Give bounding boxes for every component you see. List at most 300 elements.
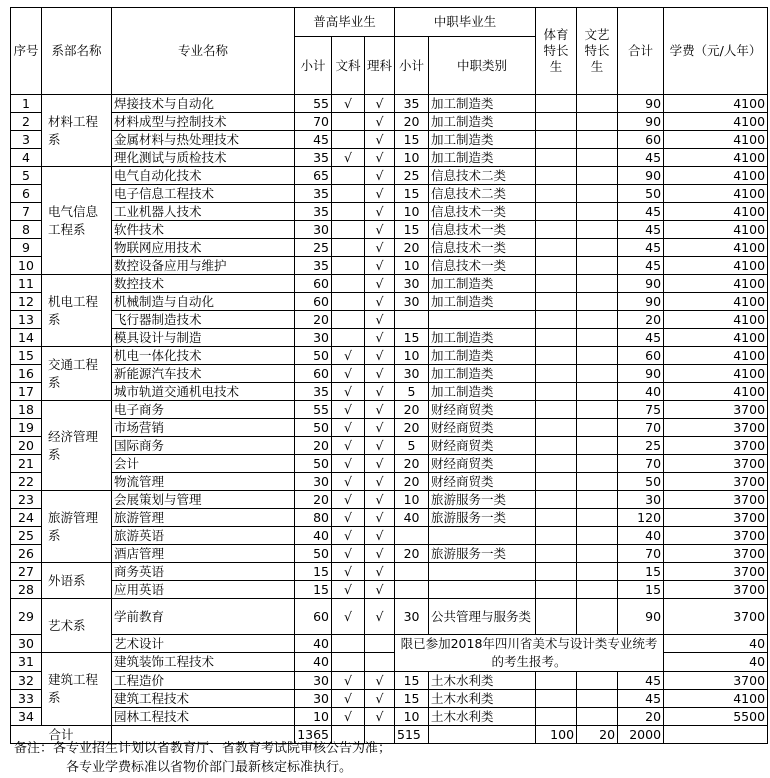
arts-cell (577, 221, 618, 239)
voc-subtotal-cell: 30 (395, 599, 429, 635)
table-row (11, 635, 768, 653)
sports-cell (536, 293, 577, 311)
dept-cell: 机电工程系 (42, 275, 112, 347)
footnote-line-2: 各专业学费标准以省物价部门最新核定标准执行。 (66, 760, 353, 775)
footnote (14, 739, 391, 777)
table-row (11, 690, 768, 708)
total-cell: 90 (618, 95, 664, 113)
major-cell: 建筑装饰工程技术 (112, 653, 295, 672)
sports-cell (536, 672, 577, 690)
fee-cell: 4100 (664, 131, 768, 149)
header-general: 普高毕业生 (295, 8, 395, 37)
header-vocational: 中职毕业生 (395, 8, 536, 37)
total-cell: 50 (618, 185, 664, 203)
header-total: 合计 (618, 8, 664, 95)
sports-cell (536, 419, 577, 437)
seq-cell: 19 (11, 419, 42, 437)
major-cell: 模具设计与制造 (112, 329, 295, 347)
arts-cell (577, 419, 618, 437)
arts-cell (577, 203, 618, 221)
table-row (11, 275, 768, 293)
voc-subtotal-cell: 15 (395, 329, 429, 347)
voc-subtotal-cell: 10 (395, 257, 429, 275)
general-subtotal-cell: 25 (295, 239, 332, 257)
arts-cell (577, 365, 618, 383)
fee-cell: 3700 (664, 672, 768, 690)
science-check-cell: √ (365, 708, 395, 726)
table-row (11, 563, 768, 581)
table-row (11, 383, 768, 401)
major-cell: 理化测试与质检技术 (112, 149, 295, 167)
science-check-cell: √ (365, 690, 395, 708)
total-cell: 45 (618, 690, 664, 708)
sports-cell (536, 455, 577, 473)
science-check-cell: √ (365, 131, 395, 149)
header-general-subtotal: 小计 (295, 37, 332, 95)
general-subtotal-cell: 35 (295, 185, 332, 203)
liberal-check-cell (332, 221, 365, 239)
fee-cell: 4100 (664, 347, 768, 365)
general-subtotal-cell: 35 (295, 149, 332, 167)
major-cell: 电气自动化技术 (112, 167, 295, 185)
seq-cell: 10 (11, 257, 42, 275)
liberal-check-cell (332, 185, 365, 203)
voc-subtotal-cell (395, 527, 429, 545)
totals-general: 1365 (295, 726, 332, 744)
major-cell: 应用英语 (112, 581, 295, 599)
voc-type-cell: 信息技术二类 (429, 167, 536, 185)
voc-subtotal-cell: 10 (395, 708, 429, 726)
science-check-cell: √ (365, 545, 395, 563)
table-row (11, 167, 768, 185)
voc-subtotal-cell: 30 (395, 365, 429, 383)
science-check-cell: √ (365, 203, 395, 221)
table-row (11, 455, 768, 473)
major-cell: 新能源汽车技术 (112, 365, 295, 383)
total-cell: 45 (618, 257, 664, 275)
dept-cell: 建筑工程系 (42, 653, 112, 726)
total-cell: 45 (618, 149, 664, 167)
science-check-cell: √ (365, 329, 395, 347)
general-subtotal-cell: 80 (295, 509, 332, 527)
liberal-check-cell (332, 257, 365, 275)
voc-type-cell: 信息技术二类 (429, 185, 536, 203)
arts-cell (577, 545, 618, 563)
table-row (11, 329, 768, 347)
voc-type-cell: 加工制造类 (429, 95, 536, 113)
seq-cell: 7 (11, 203, 42, 221)
voc-type-cell: 信息技术一类 (429, 239, 536, 257)
voc-subtotal-cell (395, 311, 429, 329)
major-cell: 数控设备应用与维护 (112, 257, 295, 275)
table-row (11, 311, 768, 329)
sports-cell (536, 347, 577, 365)
dept-cell: 外语系 (42, 563, 112, 599)
liberal-check-cell (332, 635, 365, 653)
sports-cell (536, 257, 577, 275)
dept-cell: 电气信息工程系 (42, 167, 112, 275)
general-subtotal-cell: 60 (295, 293, 332, 311)
liberal-check-cell: √ (332, 419, 365, 437)
total-cell: 90 (618, 365, 664, 383)
arts-cell (577, 113, 618, 131)
science-check-cell: √ (365, 455, 395, 473)
fee-cell: 4100 (664, 690, 768, 708)
sports-cell (536, 275, 577, 293)
science-check-cell: √ (365, 167, 395, 185)
voc-type-cell: 财经商贸类 (429, 401, 536, 419)
general-subtotal-cell: 10 (295, 708, 332, 726)
general-subtotal-cell: 15 (295, 563, 332, 581)
seq-cell: 24 (11, 509, 42, 527)
fee-cell: 4100 (664, 149, 768, 167)
liberal-check-cell: √ (332, 437, 365, 455)
general-subtotal-cell: 40 (295, 527, 332, 545)
voc-type-cell: 加工制造类 (429, 113, 536, 131)
total-cell: 70 (618, 545, 664, 563)
science-check-cell: √ (365, 293, 395, 311)
voc-subtotal-cell: 20 (395, 473, 429, 491)
liberal-check-cell: √ (332, 491, 365, 509)
voc-subtotal-cell: 15 (395, 690, 429, 708)
total-cell: 40 (618, 527, 664, 545)
enrollment-plan-table (10, 7, 768, 744)
total-cell: 45 (618, 203, 664, 221)
voc-type-cell: 加工制造类 (429, 149, 536, 167)
liberal-check-cell (332, 203, 365, 221)
total-cell: 60 (618, 131, 664, 149)
header-science: 理科 (365, 37, 395, 95)
footnote-line-1: 备注：各专业招生计划以省教育厅、省教育考试院审核公告为准； (14, 741, 392, 756)
header-major: 专业名称 (112, 8, 295, 95)
liberal-check-cell: √ (332, 365, 365, 383)
voc-type-cell (429, 581, 536, 599)
voc-subtotal-cell (395, 581, 429, 599)
arts-cell (577, 185, 618, 203)
liberal-check-cell (332, 293, 365, 311)
totals-fee-blank (664, 726, 768, 744)
major-cell: 旅游英语 (112, 527, 295, 545)
liberal-check-cell: √ (332, 563, 365, 581)
arts-cell (577, 275, 618, 293)
seq-cell: 22 (11, 473, 42, 491)
total-cell: 60 (618, 347, 664, 365)
table-row (11, 365, 768, 383)
major-cell: 电子信息工程技术 (112, 185, 295, 203)
fee-cell: 3700 (664, 455, 768, 473)
sports-cell (536, 185, 577, 203)
total-cell: 90 (618, 599, 664, 635)
voc-type-cell: 财经商贸类 (429, 437, 536, 455)
liberal-check-cell: √ (332, 401, 365, 419)
fee-cell: 4100 (664, 293, 768, 311)
fee-cell: 4100 (664, 95, 768, 113)
arts-cell (577, 527, 618, 545)
liberal-check-cell: √ (332, 455, 365, 473)
major-cell: 酒店管理 (112, 545, 295, 563)
general-subtotal-cell: 60 (295, 365, 332, 383)
fee-cell: 3700 (664, 473, 768, 491)
liberal-check-cell (332, 329, 365, 347)
arts-cell (577, 473, 618, 491)
science-check-cell: √ (365, 95, 395, 113)
science-check-cell: √ (365, 185, 395, 203)
sports-cell (536, 311, 577, 329)
voc-subtotal-cell: 20 (395, 113, 429, 131)
voc-type-cell: 加工制造类 (429, 275, 536, 293)
liberal-check-cell: √ (332, 672, 365, 690)
fee-cell: 4100 (664, 203, 768, 221)
total-cell: 90 (618, 275, 664, 293)
general-subtotal-cell: 30 (295, 672, 332, 690)
table-row (11, 599, 768, 635)
total-cell: 45 (618, 239, 664, 257)
table-row (11, 509, 768, 527)
science-check-cell: √ (365, 563, 395, 581)
arts-cell (577, 239, 618, 257)
voc-type-cell: 加工制造类 (429, 383, 536, 401)
dept-cell: 艺术系 (42, 599, 112, 653)
science-check-cell: √ (365, 599, 395, 635)
voc-type-cell: 加工制造类 (429, 293, 536, 311)
seq-cell: 14 (11, 329, 42, 347)
voc-type-cell: 加工制造类 (429, 131, 536, 149)
fee-cell: 4100 (664, 257, 768, 275)
science-check-cell: √ (365, 383, 395, 401)
table-row (11, 401, 768, 419)
dept-cell: 旅游管理系 (42, 491, 112, 563)
seq-cell: 34 (11, 708, 42, 726)
general-subtotal-cell: 40 (295, 653, 332, 672)
voc-subtotal-cell: 40 (395, 509, 429, 527)
fee-cell: 3700 (664, 437, 768, 455)
arts-cell (577, 383, 618, 401)
totals-total: 2000 (618, 726, 664, 744)
seq-cell: 26 (11, 545, 42, 563)
general-subtotal-cell: 50 (295, 419, 332, 437)
header-liberal: 文科 (332, 37, 365, 95)
arts-cell (577, 672, 618, 690)
major-cell: 工程造价 (112, 672, 295, 690)
voc-subtotal-cell: 35 (395, 95, 429, 113)
voc-subtotal-cell: 20 (395, 239, 429, 257)
fee-cell: 3700 (664, 509, 768, 527)
header-dept: 系部名称 (42, 8, 112, 95)
arts-cell (577, 491, 618, 509)
major-cell: 电子商务 (112, 401, 295, 419)
science-check-cell: √ (365, 221, 395, 239)
arts-cell (577, 167, 618, 185)
arts-cell (577, 131, 618, 149)
liberal-check-cell: √ (332, 545, 365, 563)
fee-cell: 4100 (664, 329, 768, 347)
total-cell: 25 (618, 437, 664, 455)
seq-cell: 32 (11, 672, 42, 690)
voc-subtotal-cell: 15 (395, 672, 429, 690)
sports-cell (536, 527, 577, 545)
science-check-cell: √ (365, 275, 395, 293)
totals-voc-type-blank (429, 726, 536, 744)
voc-subtotal-cell: 20 (395, 545, 429, 563)
voc-type-cell: 公共管理与服务类 (429, 599, 536, 635)
arts-cell (577, 455, 618, 473)
table-row (11, 185, 768, 203)
liberal-check-cell (332, 239, 365, 257)
total-cell: 45 (618, 672, 664, 690)
table-row (11, 491, 768, 509)
arts-cell (577, 581, 618, 599)
voc-type-cell: 财经商贸类 (429, 419, 536, 437)
science-check-cell: √ (365, 527, 395, 545)
seq-cell: 30 (11, 635, 42, 653)
total-cell: 70 (618, 455, 664, 473)
table-body (11, 95, 768, 744)
liberal-check-cell (332, 653, 365, 672)
table-row (11, 672, 768, 690)
total-cell: 120 (618, 509, 664, 527)
liberal-check-cell: √ (332, 509, 365, 527)
general-subtotal-cell: 20 (295, 437, 332, 455)
sports-cell (536, 365, 577, 383)
seq-cell: 20 (11, 437, 42, 455)
major-cell: 园林工程技术 (112, 708, 295, 726)
voc-subtotal-cell (395, 563, 429, 581)
seq-cell: 9 (11, 239, 42, 257)
voc-type-cell: 加工制造类 (429, 347, 536, 365)
major-cell: 数控技术 (112, 275, 295, 293)
table-row (11, 293, 768, 311)
seq-cell: 23 (11, 491, 42, 509)
general-subtotal-cell: 55 (295, 401, 332, 419)
seq-cell: 28 (11, 581, 42, 599)
science-check-cell: √ (365, 419, 395, 437)
general-subtotal-cell: 30 (295, 473, 332, 491)
general-subtotal-cell: 30 (295, 690, 332, 708)
totals-sports: 100 (536, 726, 577, 744)
major-cell: 会计 (112, 455, 295, 473)
table-row (11, 708, 768, 726)
science-check-cell: √ (365, 311, 395, 329)
arts-cell (577, 347, 618, 365)
general-subtotal-cell: 45 (295, 131, 332, 149)
general-subtotal-cell: 20 (295, 491, 332, 509)
liberal-check-cell (332, 131, 365, 149)
dept-cell: 交通工程系 (42, 347, 112, 401)
total-cell: 40 (664, 653, 768, 672)
header-sports: 体育特长生 (536, 8, 577, 95)
general-subtotal-cell: 50 (295, 455, 332, 473)
science-check-cell: √ (365, 257, 395, 275)
sports-cell (536, 203, 577, 221)
sports-cell (536, 599, 577, 635)
arts-cell (577, 149, 618, 167)
sports-cell (536, 509, 577, 527)
table-row (11, 131, 768, 149)
voc-subtotal-cell: 10 (395, 491, 429, 509)
seq-cell: 11 (11, 275, 42, 293)
sports-cell (536, 113, 577, 131)
fee-cell: 3700 (664, 401, 768, 419)
fee-cell: 3700 (664, 581, 768, 599)
general-subtotal-cell: 65 (295, 167, 332, 185)
major-cell: 金属材料与热处理技术 (112, 131, 295, 149)
total-cell: 90 (618, 293, 664, 311)
seq-cell: 13 (11, 311, 42, 329)
table-row (11, 527, 768, 545)
total-cell: 40 (664, 635, 768, 653)
fee-cell: 3700 (664, 599, 768, 635)
table-row (11, 95, 768, 113)
header-fee: 学费（元/人年） (664, 8, 768, 95)
dept-cell: 材料工程系 (42, 95, 112, 167)
voc-subtotal-cell: 15 (395, 185, 429, 203)
total-cell: 15 (618, 563, 664, 581)
science-check-cell: √ (365, 509, 395, 527)
sports-cell (536, 131, 577, 149)
arts-cell (577, 599, 618, 635)
major-cell: 建筑工程技术 (112, 690, 295, 708)
general-subtotal-cell: 60 (295, 599, 332, 635)
voc-subtotal-cell: 5 (395, 383, 429, 401)
fee-cell: 3700 (664, 563, 768, 581)
table-row (11, 545, 768, 563)
total-cell: 70 (618, 419, 664, 437)
sports-cell (536, 545, 577, 563)
liberal-check-cell: √ (332, 95, 365, 113)
major-cell: 软件技术 (112, 221, 295, 239)
liberal-check-cell: √ (332, 599, 365, 635)
arts-cell (577, 329, 618, 347)
liberal-check-cell: √ (332, 690, 365, 708)
general-subtotal-cell: 35 (295, 383, 332, 401)
science-check-cell: √ (365, 473, 395, 491)
voc-type-cell: 旅游服务一类 (429, 509, 536, 527)
fee-cell: 3700 (664, 527, 768, 545)
voc-subtotal-cell: 30 (395, 293, 429, 311)
seq-cell: 29 (11, 599, 42, 635)
sports-cell (536, 221, 577, 239)
fee-cell: 3700 (664, 545, 768, 563)
major-cell: 工业机器人技术 (112, 203, 295, 221)
total-cell: 45 (618, 329, 664, 347)
total-cell: 50 (618, 473, 664, 491)
fee-cell: 4100 (664, 221, 768, 239)
total-cell: 15 (618, 581, 664, 599)
table-row (11, 473, 768, 491)
voc-type-cell: 土木水利类 (429, 672, 536, 690)
sports-cell (536, 563, 577, 581)
arts-cell (577, 95, 618, 113)
major-cell: 会展策划与管理 (112, 491, 295, 509)
general-subtotal-cell: 70 (295, 113, 332, 131)
sports-cell (536, 473, 577, 491)
seq-cell: 2 (11, 113, 42, 131)
liberal-check-cell (332, 167, 365, 185)
table-row (11, 239, 768, 257)
general-subtotal-cell: 20 (295, 311, 332, 329)
voc-type-cell: 土木水利类 (429, 690, 536, 708)
liberal-check-cell: √ (332, 149, 365, 167)
table-row (11, 419, 768, 437)
general-subtotal-cell: 60 (295, 275, 332, 293)
major-cell: 机电一体化技术 (112, 347, 295, 365)
seq-cell: 8 (11, 221, 42, 239)
sports-cell (536, 581, 577, 599)
voc-subtotal-cell: 20 (395, 455, 429, 473)
sports-cell (536, 149, 577, 167)
seq-cell: 6 (11, 185, 42, 203)
voc-subtotal-cell: 30 (395, 275, 429, 293)
